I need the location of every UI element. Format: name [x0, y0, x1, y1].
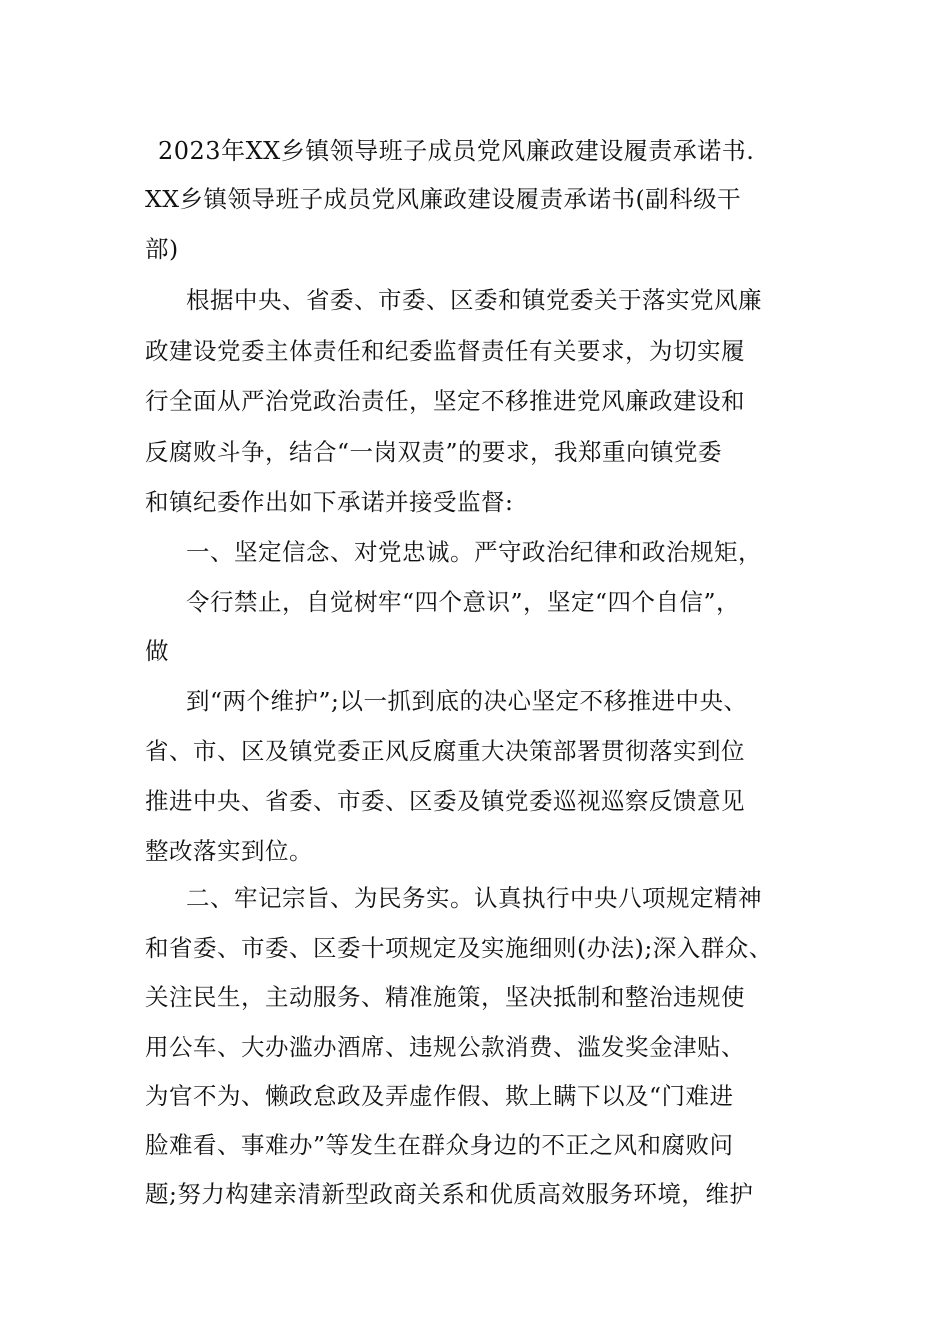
- paragraph-line: 整改落实到位。: [145, 837, 313, 865]
- document-subtitle-line: XX乡镇领导班子成员党风廉政建设履责承诺书(副科级干: [145, 185, 742, 213]
- paragraph-line: 做: [145, 637, 169, 665]
- paragraph-line: 省、市、区及镇党委正风反腐重大决策部署贯彻落实到位: [145, 737, 745, 765]
- paragraph-line: 一、坚定信念、对党忠诚。严守政治纪律和政治规矩，: [186, 538, 762, 566]
- paragraph-line: 脸难看、事难办”等发生在群众身边的不正之风和腐败问: [145, 1131, 734, 1159]
- paragraph-line: 用公车、大办滥办酒席、违规公款消费、滥发奖金津贴、: [145, 1033, 745, 1061]
- paragraph-line: 到“两个维护”;以一抓到底的决心坚定不移推进中央、: [186, 687, 748, 715]
- paragraph-line: 令行禁止，自觉树牢“四个意识”，坚定“四个自信”，: [186, 588, 741, 616]
- paragraph-line: 二、牢记宗旨、为民务实。认真执行中央八项规定精神: [186, 884, 762, 912]
- paragraph-line: 反腐败斗争，结合“一岗双责”的要求，我郑重向镇党委: [145, 438, 723, 466]
- paragraph-line: 题;努力构建亲清新型政商关系和优质高效服务环境，维护: [145, 1180, 754, 1208]
- paragraph-line: 推进中央、省委、市委、区委及镇党委巡视巡察反馈意见: [145, 787, 745, 815]
- document-subtitle-line: 部): [145, 235, 179, 263]
- paragraph-line: 行全面从严治党政治责任，坚定不移推进党风廉政建设和: [145, 387, 745, 415]
- paragraph-line: 和省委、市委、区委十项规定及实施细则(办法);深入群众、: [145, 934, 773, 962]
- paragraph-line: 根据中央、省委、市委、区委和镇党委关于落实党风廉: [186, 286, 762, 314]
- paragraph-line: 关注民生，主动服务、精准施策，坚决抵制和整治违规使: [145, 983, 745, 1011]
- document-title: 2023年XX乡镇领导班子成员党风廉政建设履责承诺书.: [158, 137, 755, 165]
- paragraph-line: 政建设党委主体责任和纪委监督责任有关要求，为切实履: [145, 337, 745, 365]
- paragraph-line: 为官不为、懒政怠政及弄虚作假、欺上瞒下以及“门难进: [145, 1082, 734, 1110]
- paragraph-line: 和镇纪委作出如下承诺并接受监督:: [145, 488, 514, 516]
